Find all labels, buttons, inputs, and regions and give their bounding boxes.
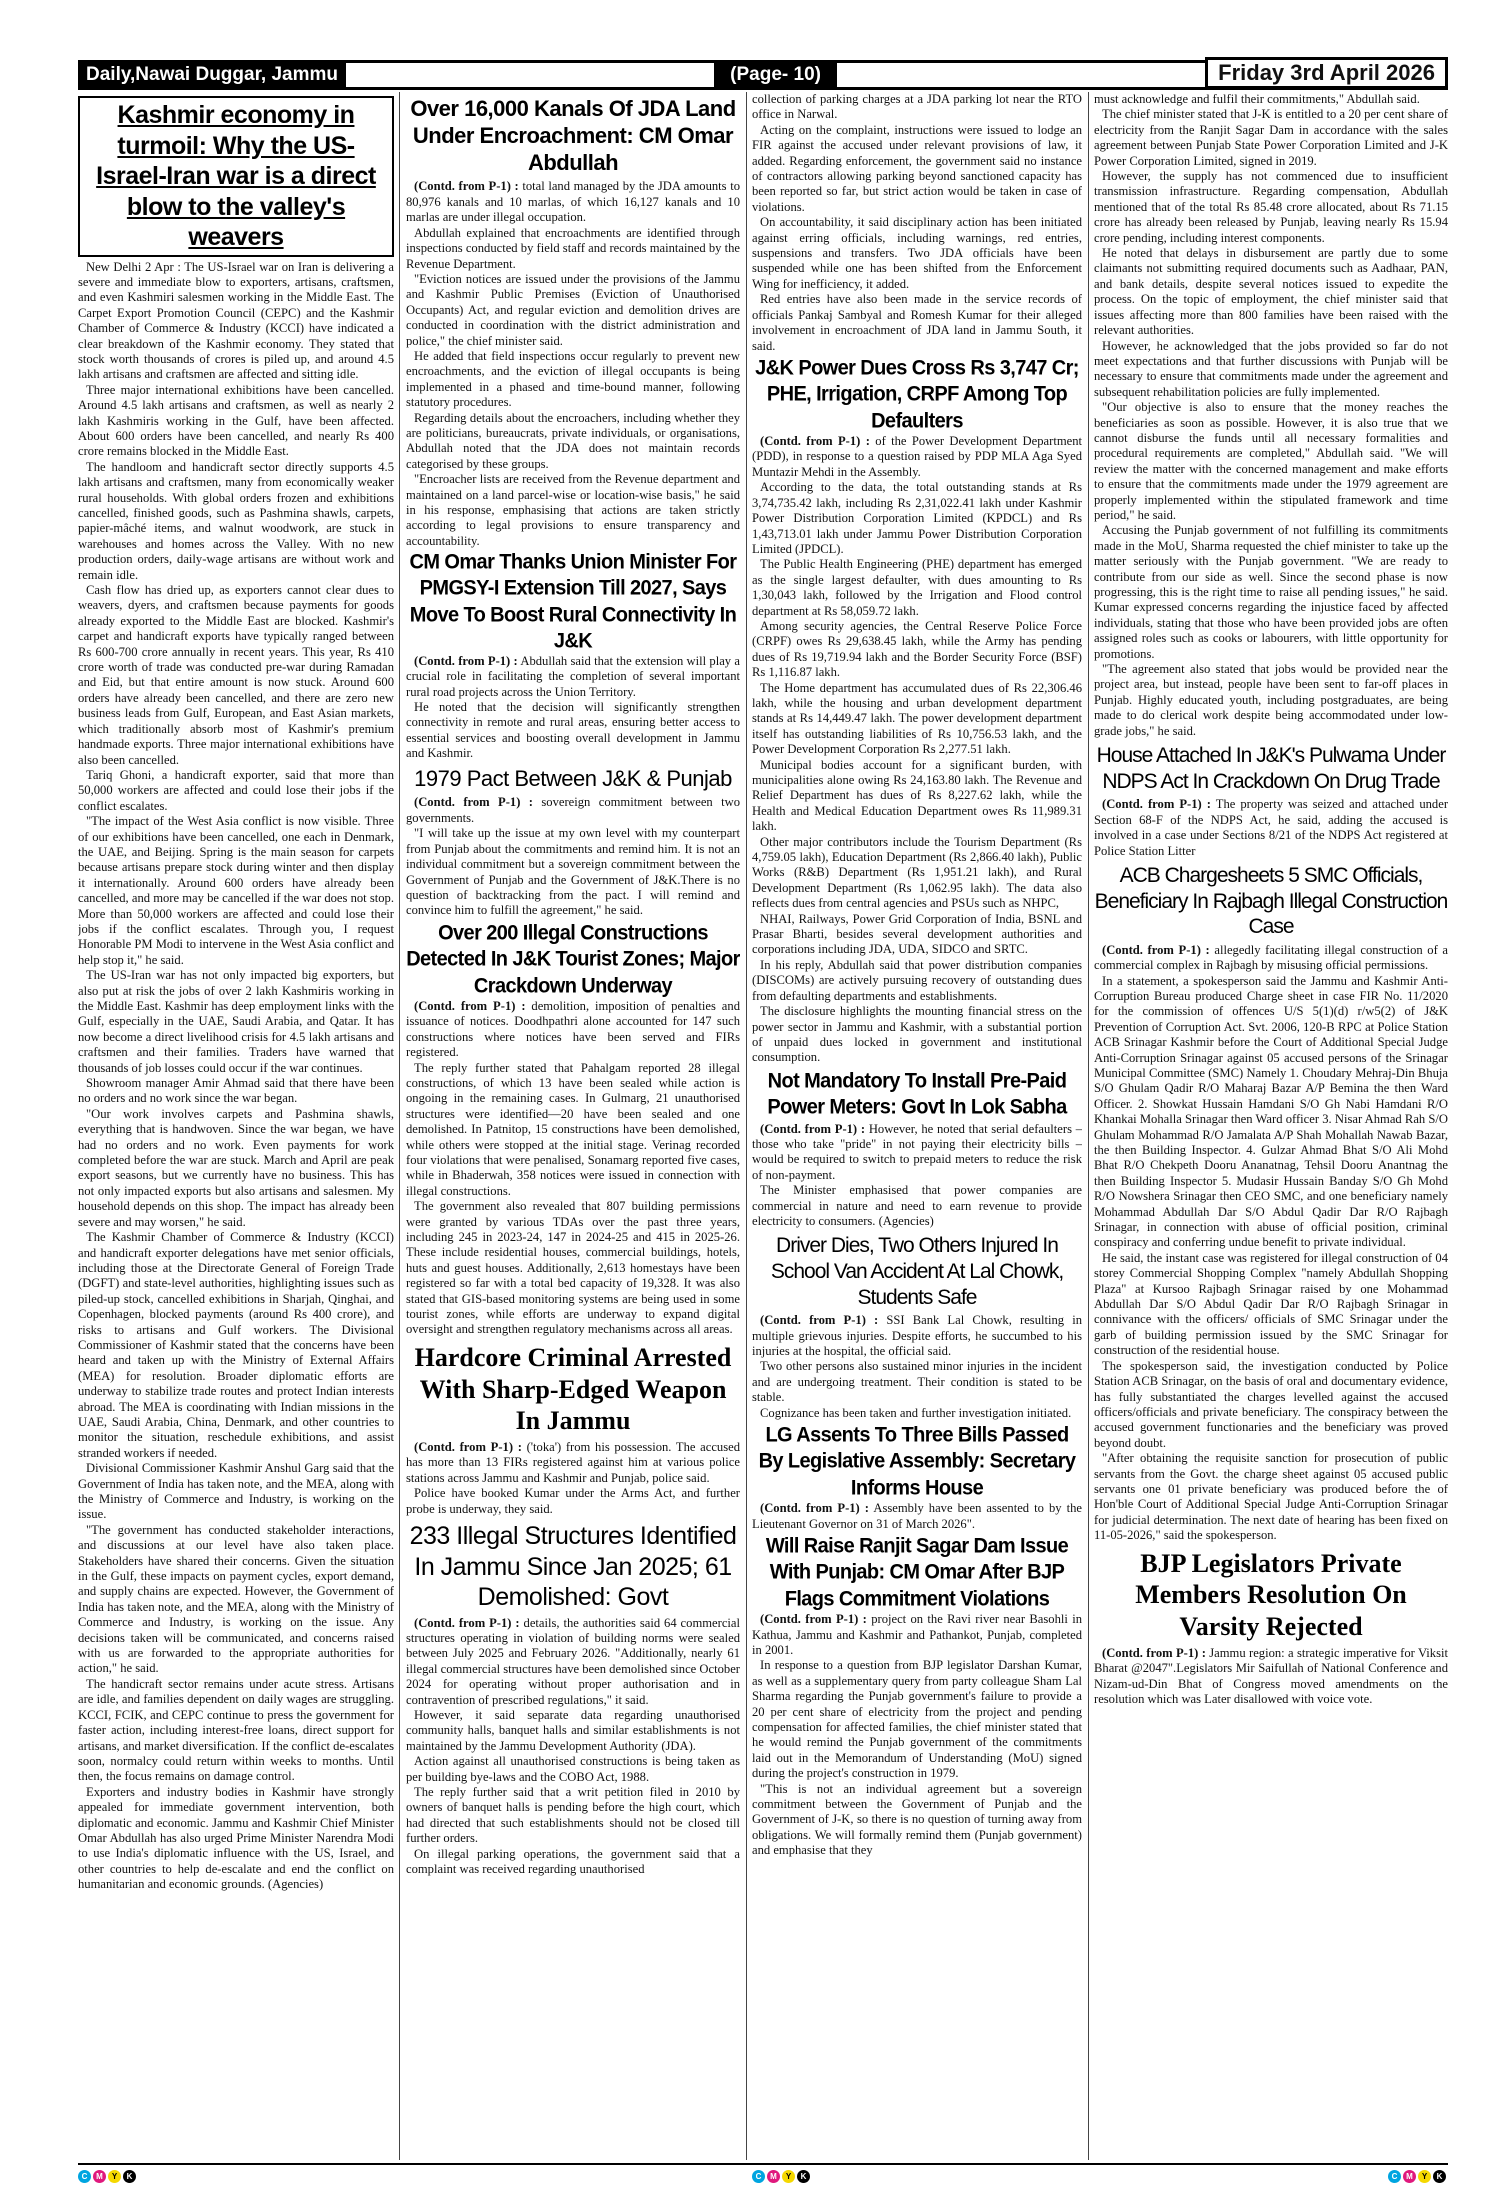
paragraph: "This is not an individual agreement but a sovereign commitment between the Government of Punjab and the Government of J-K, so there is no question of turning away from obligations. We will formally remind them (Punjab government) and emphasise that they bbox=[752, 1781, 1082, 1858]
paragraph: In response to a question from BJP legislator Darshan Kumar, as well as a supplementary query from party colleague Sham Lal Sharma regarding the Punjab government's failure to provide a 20 per cent share of electricity from the project and pending compensation for affected families, the chief minister stated that he would remind the Punjab government of the commitments laid out in the Memorandum of Understanding (MoU) signed during the project's construction in 1979. bbox=[752, 1658, 1082, 1781]
contd-label: (Contd. from P-1) : bbox=[414, 1615, 520, 1630]
paragraph: Assembly have been assented to by the Lieutenant Governor on 31 of March 2026". bbox=[752, 1501, 1082, 1531]
paragraph: sovereign commitment between two governments. bbox=[406, 795, 740, 825]
cmyk-k-mark: K bbox=[1433, 2170, 1446, 2183]
paragraph: details, the authorities said 64 commercial structures operating in violation of building norms were sealed between July 2025 and February 2026. "Additionally, nearly 61 illegal commercial structures have been demolished since October 2024 for operating without proper authorisation and in contravention of prescribed regulations," it said. bbox=[406, 1615, 740, 1707]
paragraph: The handloom and handicraft sector directly supports 4.5 lakh artisans and craftsmen, many from economically weaker rural households. With global orders frozen and exhibitions cancelled, finished goods, such as Pashmina shawls, carpets, papier-mâché items, and walnut woodwork, are stuck in warehouses and homes across the Valley. With no new production orders, daily-wage artisans are without work and remain idle. bbox=[78, 459, 394, 582]
paragraph: Action against all unauthorised constructions is being taken as per building bye-laws and the COBO Act, 1988. bbox=[406, 1754, 740, 1784]
cmyk-y-mark: Y bbox=[1418, 2170, 1431, 2183]
column-2 bbox=[406, 92, 740, 2160]
contd-label: (Contd. from P-1) : bbox=[760, 1501, 869, 1516]
paragraph: total land managed by the JDA amounts to 80,976 kanals and 10 marlas, of which 16,127 kanals and 10 marlas are under illegal occupation. bbox=[406, 179, 740, 225]
paragraph: The handicraft sector remains under acute stress. Artisans are idle, and families dependent on daily wages are struggling. KCCI, FCIK, and CEPC continue to press the government for faster action, including interest-free loans, direct support for artisans, and market diversification. If the conflict de-escalates soon, normalcy could return within weeks to months. Until then, the focus remains on damage control. bbox=[78, 1676, 394, 1784]
column-divider bbox=[746, 92, 747, 2160]
paragraph: The spokesperson said, the investigation conducted by Police Station ACB Srinagar, on the basis of oral and documentary evidence, has fully substantiated the charges levelled against the accused officers/officials and private beneficiary. The conspiracy between the accused government functionaries and the beneficiary was proved beyond doubt. bbox=[1094, 1358, 1448, 1450]
paragraph: Red entries have also been made in the service records of officials Pankaj Sambyal and Romesh Kumar for their alleged involvement in encroachment of JDA land in Jammu South, it said. bbox=[752, 292, 1082, 353]
paragraph: In a statement, a spokesperson said the Jammu and Kashmir Anti-Corruption Bureau produced Charge sheet in case FIR No. 11/2020 for the commission of offences U/S 5(1)(d) r/w5(2) of J&K Prevention of Corruption Act. Svt. 2006, 120-B RPC at Police Station ACB Srinagar Kashmir before the Court of Additional Special Judge Anti-Corruption Srinagar against 05 accused persons of the Srinagar Municipal Committee (SMC) Namely 1. Choudary Mehraj-Din Bhuja S/O Ghulam Qadir R/O Maharaj Bazar A/P Bemina the then Ward Officer. 2. Showkat Hussain Hamdani S/O Gh Nabi Hamdani R/O Khankai Mohalla Srinagar then Ward officer 3. Nisar Ahmad Rah S/O Ghulam Mohammad R/O Jamalata A/P Shah Mohallah Nawab Bazar, the then Building Inspector. 4. Gulzar Ahmad Bhat S/O Ali Mohd Bhat R/O Chekpeth Dooru Ananatnag, Tehsil Dooru Anantnag the then Building Inspector 5. Mudasir Hussain Banday S/O Gh Mohd R/O Nowshera Srinagar then CEO SMC, and one beneficiary namely Mohammad Abdullah Dar S/O Abdul Qadir Dar R/O Rajbagh Srinagar, in connection with abuse of official position, criminal conspiracy and conferring undue benefit to private individual. bbox=[1094, 973, 1448, 1250]
paragraph: NHAI, Railways, Power Grid Corporation of India, BSNL and Prasar Bharti, besides several development authorities and corporations including JDA, UDA, SIDCO and SRTC. bbox=[752, 911, 1082, 957]
paragraph: The chief minister stated that J-K is entitled to a 20 per cent share of electricity from the Ranjit Sagar Dam in accordance with the sales agreement between Punjab State Power Corporation Limited and J-K Power Corporation Limited, signed in 2019. bbox=[1094, 107, 1448, 168]
masthead bbox=[78, 60, 1448, 90]
paragraph: "Our work involves carpets and Pashmina shawls, everything that is handwoven. Since the war began, we have had no orders and no work. Even payments for work completed before the war are stuck. March and April are peak export seasons, but we currently have no business. This has not only impacted exports but also artisans and salesmen. My household depends on this shop. The impact has already been severe and may worsen," he said. bbox=[78, 1106, 394, 1229]
paragraph: Jammu region: a strategic imperative for Viksit Bharat @2047".Legislators Mir Saifullah of National Conference and Nizam-ud-Din Bhat of Congress moved amendments on the resolution which was Later disallowed with voice vote. bbox=[1094, 1645, 1448, 1706]
paragraph: project on the Ravi river near Basohli in Kathua, Jammu and Kashmir and Pathankot, Punjab, completed in 2001. bbox=[752, 1612, 1082, 1657]
column-4 bbox=[1094, 92, 1448, 2160]
paragraph: "The government has conducted stakeholder interactions, and discussions at our level have also taken place. Stakeholders have shared their concerns. Given the situation in the Gulf, these impacts on payment cycles, export demand, and supply chains are expected. However, the Government of India has taken note, and the MEA, along with the Ministry of Commerce and Industry, is working on the issue. Any decisions taken will be communicated, and concerns raised with us are forwarded to the appropriate authorities for action," he said. bbox=[78, 1522, 394, 1676]
contd-label: (Contd. from P-1) : bbox=[1102, 797, 1211, 812]
issue-date: Friday 3rd April 2026 bbox=[1205, 57, 1448, 89]
paragraph: "The agreement also stated that jobs would be provided near the project area, but instead, people have been sent to far-off places in Punjab. Highly educated youth, including postgraduates, are being made to do clerical work despite being accommodated under low-grade jobs," he said. bbox=[1094, 662, 1448, 738]
paragraph: However, the supply has not commenced due to insufficient transmission infrastructure. Regarding compensation, Abdullah mentioned that of the total Rs 85.48 crore allocated, about Rs 71.15 crore has already been released by Punjab, leaving nearly Rs 15.94 crore pending, including interest components. bbox=[1094, 169, 1448, 245]
cmyk-c-mark: C bbox=[1388, 2170, 1401, 2183]
headline-criminal-arrested: Hardcore Criminal Arrested With Sharp-Edged Weapon In Jammu bbox=[414, 1342, 732, 1436]
headline-233-structures: 233 Illegal Structures Identified In Jammu Since Jan 2025; 61 Demolished: Govt bbox=[409, 1522, 737, 1612]
headline-bjp-resolution: BJP Legislators Private Members Resolution On Varsity Rejected bbox=[1135, 1548, 1407, 1642]
cmyk-marks-center bbox=[752, 2170, 810, 2184]
paragraph: demolition, imposition of penalties and issuance of notices. Doodhpathri alone accounted for 147 such constructions where notices have been served and FIRs registered. bbox=[406, 998, 740, 1060]
paragraph: The reply further said that a writ petition filed in 2010 by owners of banquet halls is pending before the high court, which had directed that such establishments should not be closed till further orders. bbox=[406, 1784, 740, 1846]
paragraph: "Eviction notices are issued under the provisions of the Jammu and Kashmir Public Premises (Eviction of Unauthorised Occupants) Act, and regular eviction and demolition drives are conducted in coordination with the district administration and police," the chief minister said. bbox=[406, 271, 740, 348]
headline-jda-encroachment: Over 16,000 Kanals Of JDA Land Under Encroachment: CM Omar Abdullah bbox=[410, 96, 736, 175]
paragraph: Divisional Commissioner Kashmir Anshul Garg said that the Government of India has taken note, and the MEA, along with the Ministry of Commerce and Industry, is working on the issue. bbox=[78, 1461, 394, 1522]
contd-label: (Contd. from P-1) : bbox=[1102, 1645, 1206, 1660]
paragraph: The disclosure highlights the mounting financial stress on the power sector in Jammu and Kashmir, with a substantial portion of unpaid dues locked in government and institutional consumption. bbox=[752, 1004, 1082, 1065]
contd-label: (Contd. from P-1) : bbox=[414, 1439, 522, 1454]
paragraph: Exporters and industry bodies in Kashmir have strongly appealed for immediate government intervention, both diplomatic and economic. Jammu and Kashmir Chief Minister Omar Abdullah has also urged Prime Minister Narendra Modi to use India's diplomatic influence with the US, Israel, and other countries to help de-escalate and end the conflict on humanitarian and economic grounds. (Agencies) bbox=[78, 1784, 394, 1892]
cmyk-marks-right bbox=[1388, 2170, 1446, 2184]
paragraph: SSI Bank Lal Chowk, resulting in multiple grievous injuries. Despite efforts, he succumbed to his injuries at the hospital, the official said. bbox=[752, 1313, 1082, 1358]
headline-1979-pact: 1979 Pact Between J&K & Punjab bbox=[414, 765, 732, 791]
paragraph: "The impact of the West Asia conflict is now visible. Three of our exhibitions have been cancelled, one each in Denmark, the UAE, and Beijing. Spring is the main season for carpets because artisans prepare stock during winter and then display it internationally. Around 600 orders have already been cancelled, and more may be cancelled if the war does not stop. More than 50,000 workers are affected and could lose their jobs if the conflict escalates. Through you, I request Honorable PM Modi to intervene in the West Asia conflict and help stop it," he said. bbox=[78, 814, 394, 967]
headline-acb-chargesheet: ACB Chargesheets 5 SMC Officials, Beneficiary In Rajbagh Illegal Construction Case bbox=[1094, 863, 1448, 939]
column-1 bbox=[78, 92, 394, 2160]
paragraph: He added that field inspections occur regularly to prevent new encroachments, and the eviction of illegal occupants is being implemented in a phased and time-bound manner, following statutory procedures. bbox=[406, 348, 740, 410]
paragraph: In his reply, Abdullah said that power distribution companies (DISCOMs) are actively pursuing recovery of outstanding dues from defaulting departments and establishments. bbox=[752, 957, 1082, 1003]
paragraph: Accusing the Punjab government of not fulfilling its commitments made in the MoU, Sharma requested the chief minister to take up the matter seriously with the Punjab government. "We are ready to contribute from our side as well. Since the second phase is now progressing, this is the right time to raise all pending issues," he said. Kumar expressed concerns regarding the injustice faced by affected individuals, stating that those who have been provided jobs are often assigned roles such as cooks or labourers, with little opportunity for promotions. bbox=[1094, 523, 1448, 661]
paragraph: On illegal parking operations, the government said that a complaint was received regarding unauthorised bbox=[406, 1846, 740, 1877]
paragraph: Cash flow has dried up, as exporters cannot clear dues to weavers, dyers, and craftsmen because payments for goods already exported to the Middle East are blocked. Kashmir's carpet and handicraft exports have typically ranged between Rs 600-700 crore annually in recent years. This year, Rs 410 crore worth of trade was conducted pre-war during Ramadan and Eid, but that entire amount is now stuck. Around 600 orders have already been cancelled, and there are zero new business leads from Gulf, European, and East Asian markets, which traditionally absorb most of Kashmir's premium handmade exports. Three major international exhibitions have also been cancelled. bbox=[78, 583, 394, 767]
paragraph: He said, the instant case was registered for illegal construction of 04 storey Commercial Shopping Complex "namely Abdullah Shopping Plaza" at Kursoo Rajbagh Srinagar raised by one Mohammad Abdullah Dar S/O Abdul Qadir Dar R/O Rajbagh Srinagar in connivance with the officers/ officials of SMC Srinagar under the garb of building permission issued by the SMC Srinagar for construction of the residential house. bbox=[1094, 1250, 1448, 1358]
contd-label: (Contd. from P-1) : bbox=[414, 795, 533, 810]
paragraph: Other major contributors include the Tourism Department (Rs 4,759.05 lakh), Education Department (Rs 2,866.40 lakh), Public Works (R&B) Department (Rs 1,951.21 lakh), and Rural Development Department (Rs 1,062.95 lakh). The data also reflects dues from central agencies and PSUs such as NHPC, bbox=[752, 834, 1082, 911]
paragraph: The property was seized and attached under Section 68-F of the NDPS Act, he said, adding the accused is involved in a case under Sections 8/21 of the NDPS Act registered at Police Station Litter bbox=[1094, 797, 1448, 858]
headline-pulwama-house: House Attached In J&K's Pulwama Under NDPS Act In Crackdown On Drug Trade bbox=[1096, 744, 1446, 793]
cmyk-k-mark: K bbox=[797, 2170, 810, 2183]
paragraph: Tariq Ghoni, a handicraft exporter, said that more than 50,000 workers are affected and could lose their jobs if the conflict escalates. bbox=[78, 767, 394, 813]
cmyk-c-mark: C bbox=[78, 2170, 91, 2183]
paragraph: The US-Iran war has not only impacted big exporters, but also put at risk the jobs of over 2 lakh Kashmiris working in the Middle East. Kashmir has deep employment links with the Gulf, especially in the UAE, Saudi Arabia, and Qatar. It has now become a direct livelihood crisis for 4.5 lakh artisans and craftsmen and their families. Traders have warned that thousands of job losses could occur if the war continues. bbox=[78, 968, 394, 1075]
paragraph: Three major international exhibitions have been cancelled. Around 4.5 lakh artisans and craftsmen, as well as nearly 2 lakh Kashmiris working in the Gulf, have been affected. About 600 orders have been cancelled, and nearly Rs 400 crore remains blocked in the Middle East. bbox=[78, 382, 394, 459]
paragraph: "Our objective is also to ensure that the money reaches the beneficiaries as soon as possible. However, it is also true that we cannot disburse the funds until all necessary formalities and procedural requirements are completed," Abdullah said. "We will review the matter with the concerned management and make efforts to ensure that the commitments made under the 1979 agreement are properly implemented within the stipulated framework and time period," he said. bbox=[1094, 400, 1448, 522]
paragraph: ('toka') from his possession. The accused has more than 13 FIRs registered against him at various police stations across Jammu and Kashmir and Punjab, police said. bbox=[406, 1439, 740, 1485]
paragraph: According to the data, the total outstanding stands at Rs 3,74,735.42 lakh, including Rs 2,31,022.41 lakh under Kashmir Power Distribution Corporation Limited (KPDCL) and Rs 1,43,713.01 lakh under Jammu Power Distribution Corporation Limited (JPDCL). bbox=[752, 480, 1082, 556]
paragraph: Abdullah explained that encroachments are identified through inspections conducted by field staff and records maintained by the Revenue Department. bbox=[406, 225, 740, 271]
paragraph: The Minister emphasised that power companies are commercial in nature and need to earn revenue to provide electricity to consumers. (Agencies) bbox=[752, 1183, 1082, 1228]
contd-label: (Contd. from P-1) : bbox=[760, 1612, 867, 1627]
lead-headline: Kashmir economy in turmoil: Why the US-Israel-Iran war is a direct blow to the valley's weavers bbox=[78, 96, 394, 257]
bottom-rule bbox=[78, 2163, 1448, 2165]
contd-label: (Contd. from P-1) : bbox=[760, 434, 870, 449]
paragraph: The government also revealed that 807 building permissions were granted by various TDAs over the past three years, including 245 in 2023-24, 147 in 2024-25 and 415 in 2025-26. These include residential houses, commercial buildings, hotels, huts and guest houses. Additionally, 2,613 homestays have been registered so far with a total bed capacity of 19,328. It was also stated that GIS-based monitoring systems are being used in some tourist zones, while efforts are underway to expand digital oversight and strengthen regulatory mechanisms across all areas. bbox=[406, 1199, 740, 1337]
page-number: (Page- 10) bbox=[714, 63, 837, 87]
paragraph: The Public Health Engineering (PHE) department has emerged as the single largest defaulter, with dues amounting to Rs 1,30,043 lakh, followed by the Irrigation and Flood control department at Rs 58,059.72 lakh. bbox=[752, 557, 1082, 618]
paragraph: Acting on the complaint, instructions were issued to lodge an FIR against the accused under relevant provisions of law, it added. Regarding enforcement, the government said no instance of contractors allowing parking beyond sanctioned capacity has been reported so far, but strict action would be taken in case of violations. bbox=[752, 122, 1082, 214]
contd-label: (Contd. from P-1) : bbox=[414, 653, 518, 668]
paragraph: However, it said separate data regarding unauthorised community halls, banquet halls and similar establishments is not maintained by the Jammu Development Authority (JDA). bbox=[406, 1707, 740, 1753]
paragraph: However, he acknowledged that the jobs provided so far do not meet expectations and that further discussions with Punjab will be necessary to ensure that commitments made under the agreement and subsequent rehabilitation policies are fully implemented. bbox=[1094, 338, 1448, 399]
paragraph: However, he noted that serial defaulters – those who take "pride" in not paying their electricity bills – would be required to switch to prepaid meters to reduce the risk of non-payment. bbox=[752, 1121, 1082, 1182]
paragraph: Municipal bodies account for a significant burden, with municipalities alone owing Rs 24,163.80 lakh. The Revenue and Relief Department has dues of Rs 8,227.62 lakh, while the Health and Medical Education Department owes Rs 11,989.31 lakh. bbox=[752, 757, 1082, 834]
paragraph: He noted that delays in disbursement are partly due to some claimants not submitting required documents such as Aadhaar, PAN, and bank details, despite several notices issued to expedite the process. On the topic of employment, the chief minister said that issues affecting more than 800 families have been raised with the relevant authorities. bbox=[1094, 246, 1448, 338]
column-divider bbox=[399, 92, 400, 2160]
paragraph: Cognizance has been taken and further investigation initiated. bbox=[760, 1405, 1072, 1420]
paragraph: Two other persons also sustained minor injuries in the incident and are undergoing treatment. Their condition is stated to be stable. bbox=[752, 1359, 1082, 1405]
paragraph: Among security agencies, the Central Reserve Police Force (CRPF) owes Rs 29,638.45 lakh, while the Army has pending dues of Rs 19,719.94 lakh and the Border Security Force (BSF) Rs 1,116.87 lakh. bbox=[752, 618, 1082, 680]
contd-label: (Contd. from P-1) : bbox=[760, 1313, 879, 1328]
paragraph: The reply further stated that Pahalgam reported 28 illegal constructions, of which 13 have been sealed while action is ongoing in the remaining cases. In Gulmarg, 21 unauthorised structures were identified—20 have been sealed and one demolished. In Patnitop, 15 constructions have been demolished, while others were stopped at the initial stage. Verinag recorded four violations that were penalised, Sonamarg reported five cases, while in Bhaderwah, 358 notices were issued in connection with illegal constructions. bbox=[406, 1060, 740, 1198]
paragraph: "Encroacher lists are received from the Revenue department and maintained on a land parcel-wise or location-wise basis," he said in his response, emphasising that actions are taken strictly according to legal provisions to ensure transparency and accountability. bbox=[406, 472, 740, 548]
paragraph: Abdullah said that the extension will play a crucial role in facilitating the completion of several important rural road projects across the Union Territory. bbox=[406, 653, 740, 699]
headline-lg-bills: LG Assents To Three Bills Passed By Legislative Assembly: Secretary Informs House bbox=[758, 1423, 1076, 1500]
headline-power-dues: J&K Power Dues Cross Rs 3,747 Cr; PHE, Irrigation, CRPF Among Top Defaulters bbox=[755, 356, 1079, 433]
paragraph: New Delhi 2 Apr : The US-Israel war on Iran is delivering a severe and immediate blow to exporters, artisans, craftsmen, and even Kashmiri salesmen working in the Middle East. The Carpet Export Promotion Council (CEPC) and the Kashmir Chamber of Commerce & Industry (KCCI) have indicated a clear breakdown of the Kashmir economy. They stated that stock worth thousands of crores is piled up, and around 4.5 lakh artisans and craftsmen are affected and sitting idle. bbox=[78, 259, 394, 382]
paragraph: allegedly facilitating illegal construction of a commercial complex in Rajbagh by misusing official permissions. bbox=[1094, 942, 1448, 973]
paragraph: The Home department has accumulated dues of Rs 22,306.46 lakh, while the housing and urban development department stands at Rs 14,449.47 lakh. The power development department itself has outstanding liabilities of Rs 10,756.53 lakh, and the Power Development Corporation Rs 2,277.51 lakh. bbox=[752, 680, 1082, 757]
headline-prepaid-meters: Not Mandatory To Install Pre-Paid Power Meters: Govt In Lok Sabha bbox=[767, 1068, 1067, 1119]
cmyk-m-mark: M bbox=[767, 2170, 780, 2183]
headline-illegal-constructions: Over 200 Illegal Constructions Detected In J&K Tourist Zones; Major Crackdown Underway bbox=[406, 920, 740, 998]
paragraph: "I will take up the issue at my own level with my counterpart from Punjab about the commitments and remind him. It is not an individual commitment but a sovereign commitment between the Government of Punjab and the Government of J&K.There is no question of backtracking from the pact. I will remind and convince him to fulfill the agreement," he said. bbox=[406, 826, 740, 918]
paragraph: "After obtaining the requisite sanction for prosecution of public servants from the Govt. the charge sheet against 05 accused public servants one 01 private beneficiary was produced before the of Hon'ble Court of Additional Special Judge Anti-Corruption Srinagar for judicial determination. The next date of hearing has been fixed on 11-05-2026," said the spokesperson. bbox=[1094, 1451, 1448, 1543]
contd-label: (Contd. from P-1) : bbox=[414, 998, 526, 1013]
cmyk-m-mark: M bbox=[1403, 2170, 1416, 2183]
paragraph: Police have booked Kumar under the Arms Act, and further probe is underway, they said. bbox=[406, 1486, 740, 1516]
cmyk-c-mark: C bbox=[752, 2170, 765, 2183]
paragraph: The Kashmir Chamber of Commerce & Industry (KCCI) and handicraft exporter delegations have met senior officials, including those at the Directorate General of Foreign Trade (DGFT) and state-level authorities, highlighting issues such as piled-up stock, cancelled exhibitions in Sharjah, Qinghai, and Copenhagen, blocked payments (around Rs 400 crore), and risks to artisans and Gulf workers. The Divisional Commissioner of Kashmir stated that the concerns have been heard and taken up with the Ministry of External Affairs (MEA) for resolution. Broader diplomatic efforts are underway to stabilize trade routes and protect Indian interests abroad. The MEA is coordinating with Indian missions in the UAE, Saudi Arabia, China, Denmark, and other countries to monitor the situation, reschedule exhibitions, and assist stranded workers if needed. bbox=[78, 1230, 394, 1460]
contd-label: (Contd. from P-1) : bbox=[414, 179, 519, 194]
lead-article-body bbox=[78, 260, 394, 1893]
contd-label: (Contd. from P-1) : bbox=[1102, 942, 1210, 957]
paragraph: collection of parking charges at a JDA parking lot near the RTO office in Narwal. bbox=[752, 92, 1082, 122]
paragraph: Regarding details about the encroachers, including whether they are politicians, bureaucrats, private individuals, or organisations, Abdullah noted that the JDA does not maintain records categorised by these groups. bbox=[406, 410, 740, 471]
cmyk-marks-left bbox=[78, 2170, 136, 2184]
cmyk-k-mark: K bbox=[123, 2170, 136, 2183]
paragraph: of the Power Development Department (PDD), in response to a question raised by PDP MLA Aga Syed Muntazir Mehdi in the Assembly. bbox=[752, 434, 1082, 479]
column-3 bbox=[752, 92, 1082, 2160]
cmyk-y-mark: Y bbox=[108, 2170, 121, 2183]
paragraph: Showroom manager Amir Ahmad said that there have been no orders and no work since the war began. bbox=[78, 1076, 394, 1106]
headline-pmgsy: CM Omar Thanks Union Minister For PMGSY-I Extension Till 2027, Says Move To Boost Rural Connectivity In J&K bbox=[409, 550, 737, 654]
headline-school-van: Driver Dies, Two Others Injured In School Van Accident At Lal Chowk, Students Safe bbox=[770, 1234, 1064, 1309]
contd-label: (Contd. from P-1) : bbox=[760, 1121, 866, 1136]
cmyk-y-mark: Y bbox=[782, 2170, 795, 2183]
paragraph: He noted that the decision will significantly strengthen connectivity in remote and rural areas, ensuring better access to essential services and boosting overall development in Jammu and Kashmir. bbox=[406, 700, 740, 761]
paragraph: must acknowledge and fulfil their commitments," Abdullah said. bbox=[1094, 92, 1420, 106]
cmyk-m-mark: M bbox=[93, 2170, 106, 2183]
column-divider bbox=[1088, 92, 1089, 2160]
headline-ranjit-sagar: Will Raise Ranjit Sagar Dam Issue With Punjab: CM Omar After BJP Flags Commitment Violations bbox=[765, 1534, 1069, 1611]
paragraph: On accountability, it said disciplinary action has been initiated against erring officials, including warnings, red entries, suspensions and transfers. Two JDA officials have been suspended while one has been shifted from the Enforcement Wing for inefficiency, it added. bbox=[752, 215, 1082, 291]
paper-name: Daily,Nawai Duggar, Jammu bbox=[78, 63, 346, 87]
